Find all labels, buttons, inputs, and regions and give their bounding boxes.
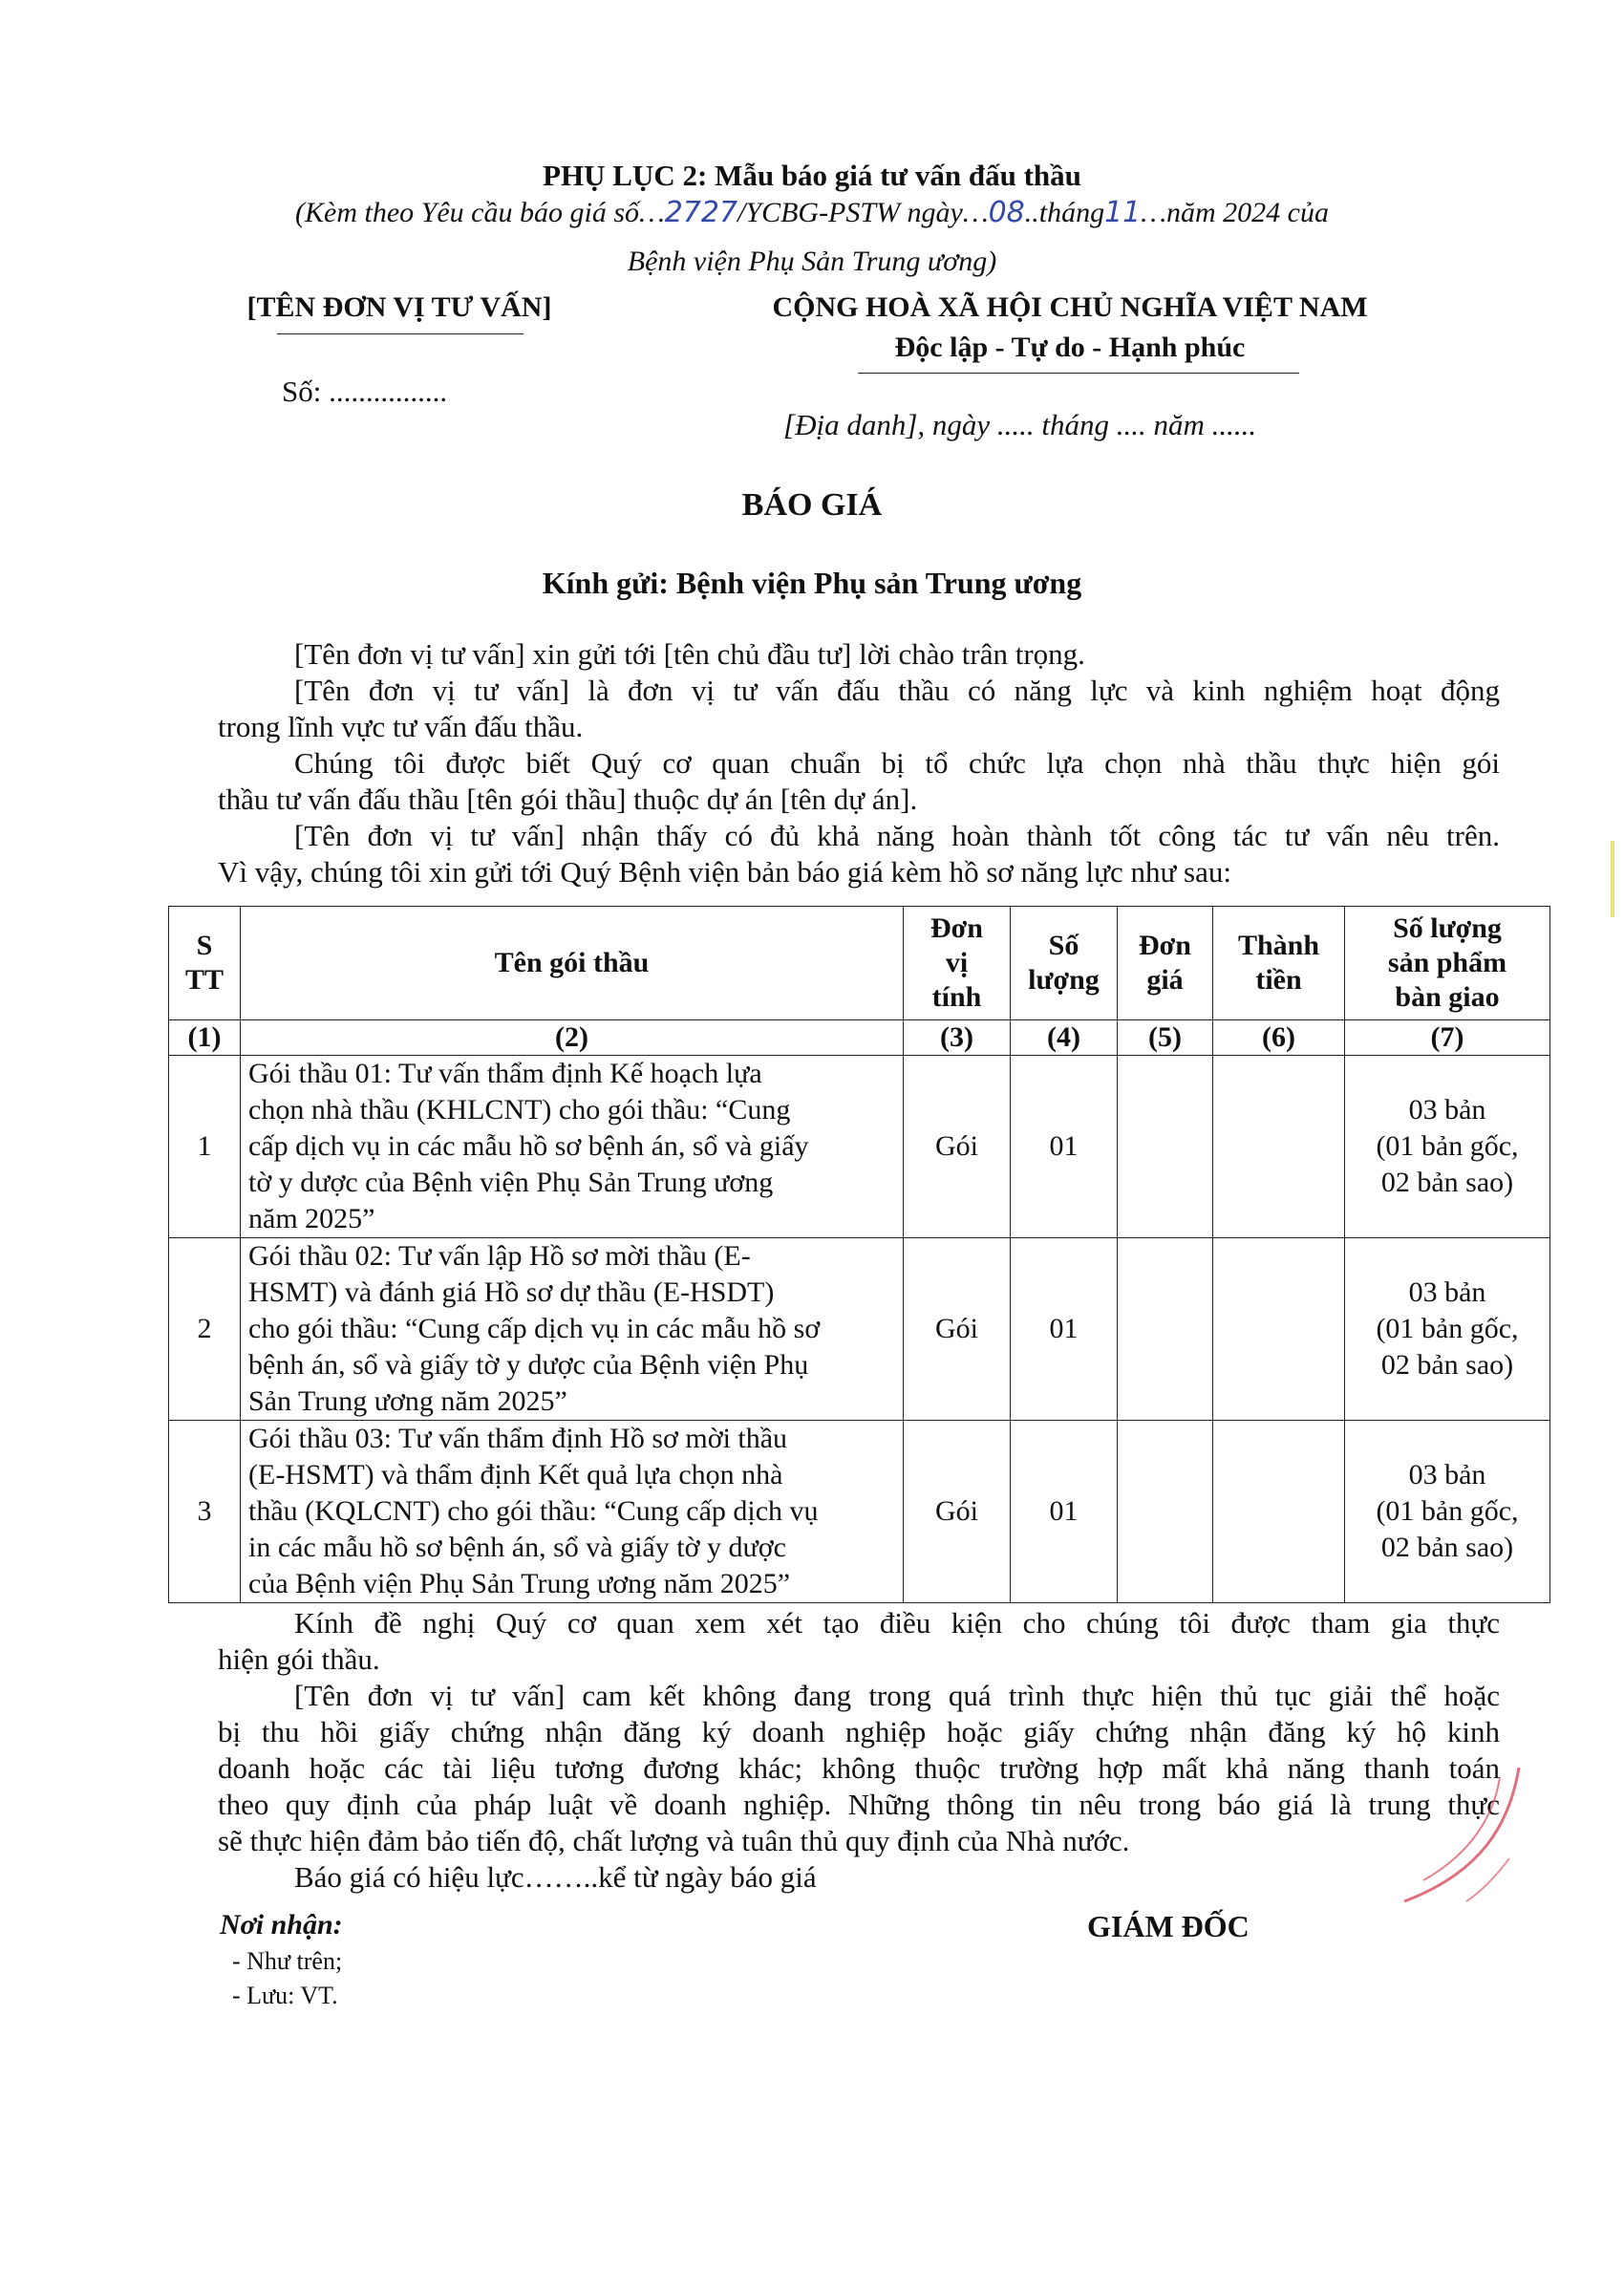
table-row	[169, 1238, 1550, 1421]
row-package-name: Gói thầu 03: Tư vấn thẩm định Hồ sơ mời thầu (E-HSMT) và thẩm định Kết quả lựa chọn nhà thầu (KQLCNT) cho gói thầu: “Cung cấp dịch vụ in các mẫu hồ sơ bệnh án, sổ và giấy tờ y dược của Bệnh viện Phụ Sản Trung ương năm 2025”	[241, 1421, 904, 1603]
row-stt: 1	[169, 1056, 241, 1238]
row-deliverables: 03 bản (01 bản gốc, 02 bản sao)	[1345, 1056, 1550, 1238]
document-title: BÁO GIÁ	[741, 487, 883, 523]
row-amount	[1213, 1056, 1345, 1238]
row-deliverables: 03 bản (01 bản gốc, 02 bản sao)	[1345, 1421, 1550, 1603]
motto-underline	[858, 373, 1299, 374]
column-number: (7)	[1345, 1020, 1550, 1056]
stamp-fragment	[1376, 1758, 1528, 1920]
appendix-subtitle-line-2: Bệnh viện Phụ Sản Trung ương)	[627, 246, 997, 277]
intro-paragraph-3: Chúng tôi được biết Quý cơ quan chuẩn bị tổ chức lựa chọn nhà thầu thực hiện gói thầu tư vấn đấu thầu [tên gói thầu] thuộc dự án [tên dự án].	[218, 746, 1500, 816]
intro-paragraph-4: [Tên đơn vị tư vấn] nhận thấy có đủ khả năng hoàn thành tốt công tác tư vấn nêu trên. Vì vậy, chúng tôi xin gửi tới Quý Bệnh viện bản báo giá kèm hồ sơ năng lực như sau:	[218, 819, 1500, 889]
scan-edge-mark	[1611, 841, 1614, 917]
org-underline	[277, 333, 524, 334]
closing-paragraph-1: Kính đề nghị Quý cơ quan xem xét tạo điều kiện cho chúng tôi được tham gia thực hiện gói thầu.	[218, 1606, 1500, 1676]
row-quantity: 01	[1011, 1238, 1118, 1421]
row-quantity: 01	[1011, 1056, 1118, 1238]
column-number-row	[169, 1020, 1550, 1056]
header-unit: Đơn vị tính	[904, 907, 1011, 1020]
intro-paragraph-2: [Tên đơn vị tư vấn] là đơn vị tư vấn đấu thầu có năng lực và kinh nghiệm hoạt động trong lĩnh vực tư vấn đấu thầu.	[218, 674, 1500, 743]
appendix-subtitle-year: năm 2024 của	[1165, 197, 1329, 228]
request-number-handwritten: 2727	[664, 196, 738, 229]
column-number: (2)	[241, 1020, 904, 1056]
appendix-subtitle-month-label: tháng	[1038, 197, 1105, 228]
header-unit-price: Đơn giá	[1118, 907, 1213, 1020]
appendix-subtitle-line-1: (Kèm theo Yêu cầu báo giá số…2727/YCBG-PSTW ngày…08..tháng11…năm 2024 của	[295, 196, 1329, 229]
column-number: (1)	[169, 1020, 241, 1056]
column-number: (5)	[1118, 1020, 1213, 1056]
row-unit: Gói	[904, 1421, 1011, 1603]
row-unit: Gói	[904, 1056, 1011, 1238]
intro-paragraph-1: [Tên đơn vị tư vấn] xin gửi tới [tên chủ đầu tư] lời chào trân trọng.	[294, 637, 1085, 671]
column-number: (4)	[1011, 1020, 1118, 1056]
recipient-line: Kính gửi: Bệnh viện Phụ sản Trung ương	[542, 566, 1082, 600]
quote-table	[168, 906, 1550, 1603]
signer-title: GIÁM ĐỐC	[1087, 1909, 1250, 1943]
row-unit-price	[1118, 1238, 1213, 1421]
table-header-row	[169, 907, 1550, 1020]
row-package-name: Gói thầu 01: Tư vấn thẩm định Kế hoạch lựa chọn nhà thầu (KHLCNT) cho gói thầu: “Cung cấp dịch vụ in các mẫu hồ sơ bệnh án, sổ và giấy tờ y dược của Bệnh viện Phụ Sản Trung ương năm 2025”	[241, 1056, 904, 1238]
header-stt: S TT	[169, 907, 241, 1020]
row-unit-price	[1118, 1421, 1213, 1603]
document-number: Số: ................	[282, 375, 448, 408]
header-deliverables: Số lượng sản phẩm bàn giao	[1345, 907, 1550, 1020]
row-quantity: 01	[1011, 1421, 1118, 1603]
consultant-org-name: [TÊN ĐƠN VỊ TƯ VẤN]	[246, 291, 552, 323]
row-amount	[1213, 1238, 1345, 1421]
header-amount: Thành tiền	[1213, 907, 1345, 1020]
row-unit-price	[1118, 1056, 1213, 1238]
appendix-subtitle-code: /YCBG-PSTW ngày	[737, 197, 963, 228]
row-deliverables: 03 bản (01 bản gốc, 02 bản sao)	[1345, 1238, 1550, 1421]
header-quantity: Số lượng	[1011, 907, 1118, 1020]
closing-paragraph-2: [Tên đơn vị tư vấn] cam kết không đang trong quá trình thực hiện thủ tục giải thể hoặc bị thu hồi giấy chứng nhận đăng ký doanh nghiệp hoặc giấy chứng nhận đăng ký hộ kinh doanh hoặc các tài liệu tương đương khác; không thuộc trường hợp mất khả năng thanh toán theo quy định của pháp luật về doanh nghiệp. Những thông tin nêu trong báo giá là trung thực sẽ thực hiện đảm bảo tiến độ, chất lượng và tuân thủ quy định của Nhà nước.	[218, 1679, 1500, 1857]
row-stt: 2	[169, 1238, 241, 1421]
header-package-name: Tên gói thầu	[241, 907, 904, 1020]
national-motto: CỘNG HOÀ XÃ HỘI CHỦ NGHĨA VIỆT NAM	[772, 291, 1368, 323]
recipients-item: - Như trên;	[232, 1947, 343, 1975]
place-date: [Địa danh], ngày ..... tháng .... năm ......	[783, 408, 1257, 441]
request-day-handwritten: 08	[988, 196, 1025, 229]
motto-slogan: Độc lập - Tự do - Hạnh phúc	[894, 332, 1246, 363]
request-month-handwritten: 11	[1104, 196, 1142, 229]
column-number: (6)	[1213, 1020, 1345, 1056]
appendix-subtitle-prefix: (Kèm theo Yêu cầu báo giá số	[295, 197, 639, 228]
recipients-item: - Lưu: VT.	[232, 1982, 338, 2009]
row-package-name: Gói thầu 02: Tư vấn lập Hồ sơ mời thầu (E- HSMT) và đánh giá Hồ sơ dự thầu (E-HSDT) cho gói thầu: “Cung cấp dịch vụ in các mẫu hồ sơ bệnh án, sổ và giấy tờ y dược của Bệnh viện Phụ Sản Trung ương năm 2025”	[241, 1238, 904, 1421]
appendix-title: PHỤ LỤC 2: Mẫu báo giá tư vấn đấu thầu	[543, 159, 1081, 192]
row-unit: Gói	[904, 1238, 1011, 1421]
table-row	[169, 1056, 1550, 1238]
column-number: (3)	[904, 1020, 1011, 1056]
recipients-label: Nơi nhận:	[220, 1909, 343, 1941]
closing-paragraph-3: Báo giá có hiệu lực……..kể từ ngày báo giá	[294, 1860, 817, 1894]
table-row	[169, 1421, 1550, 1603]
row-stt: 3	[169, 1421, 241, 1603]
row-amount	[1213, 1421, 1345, 1603]
